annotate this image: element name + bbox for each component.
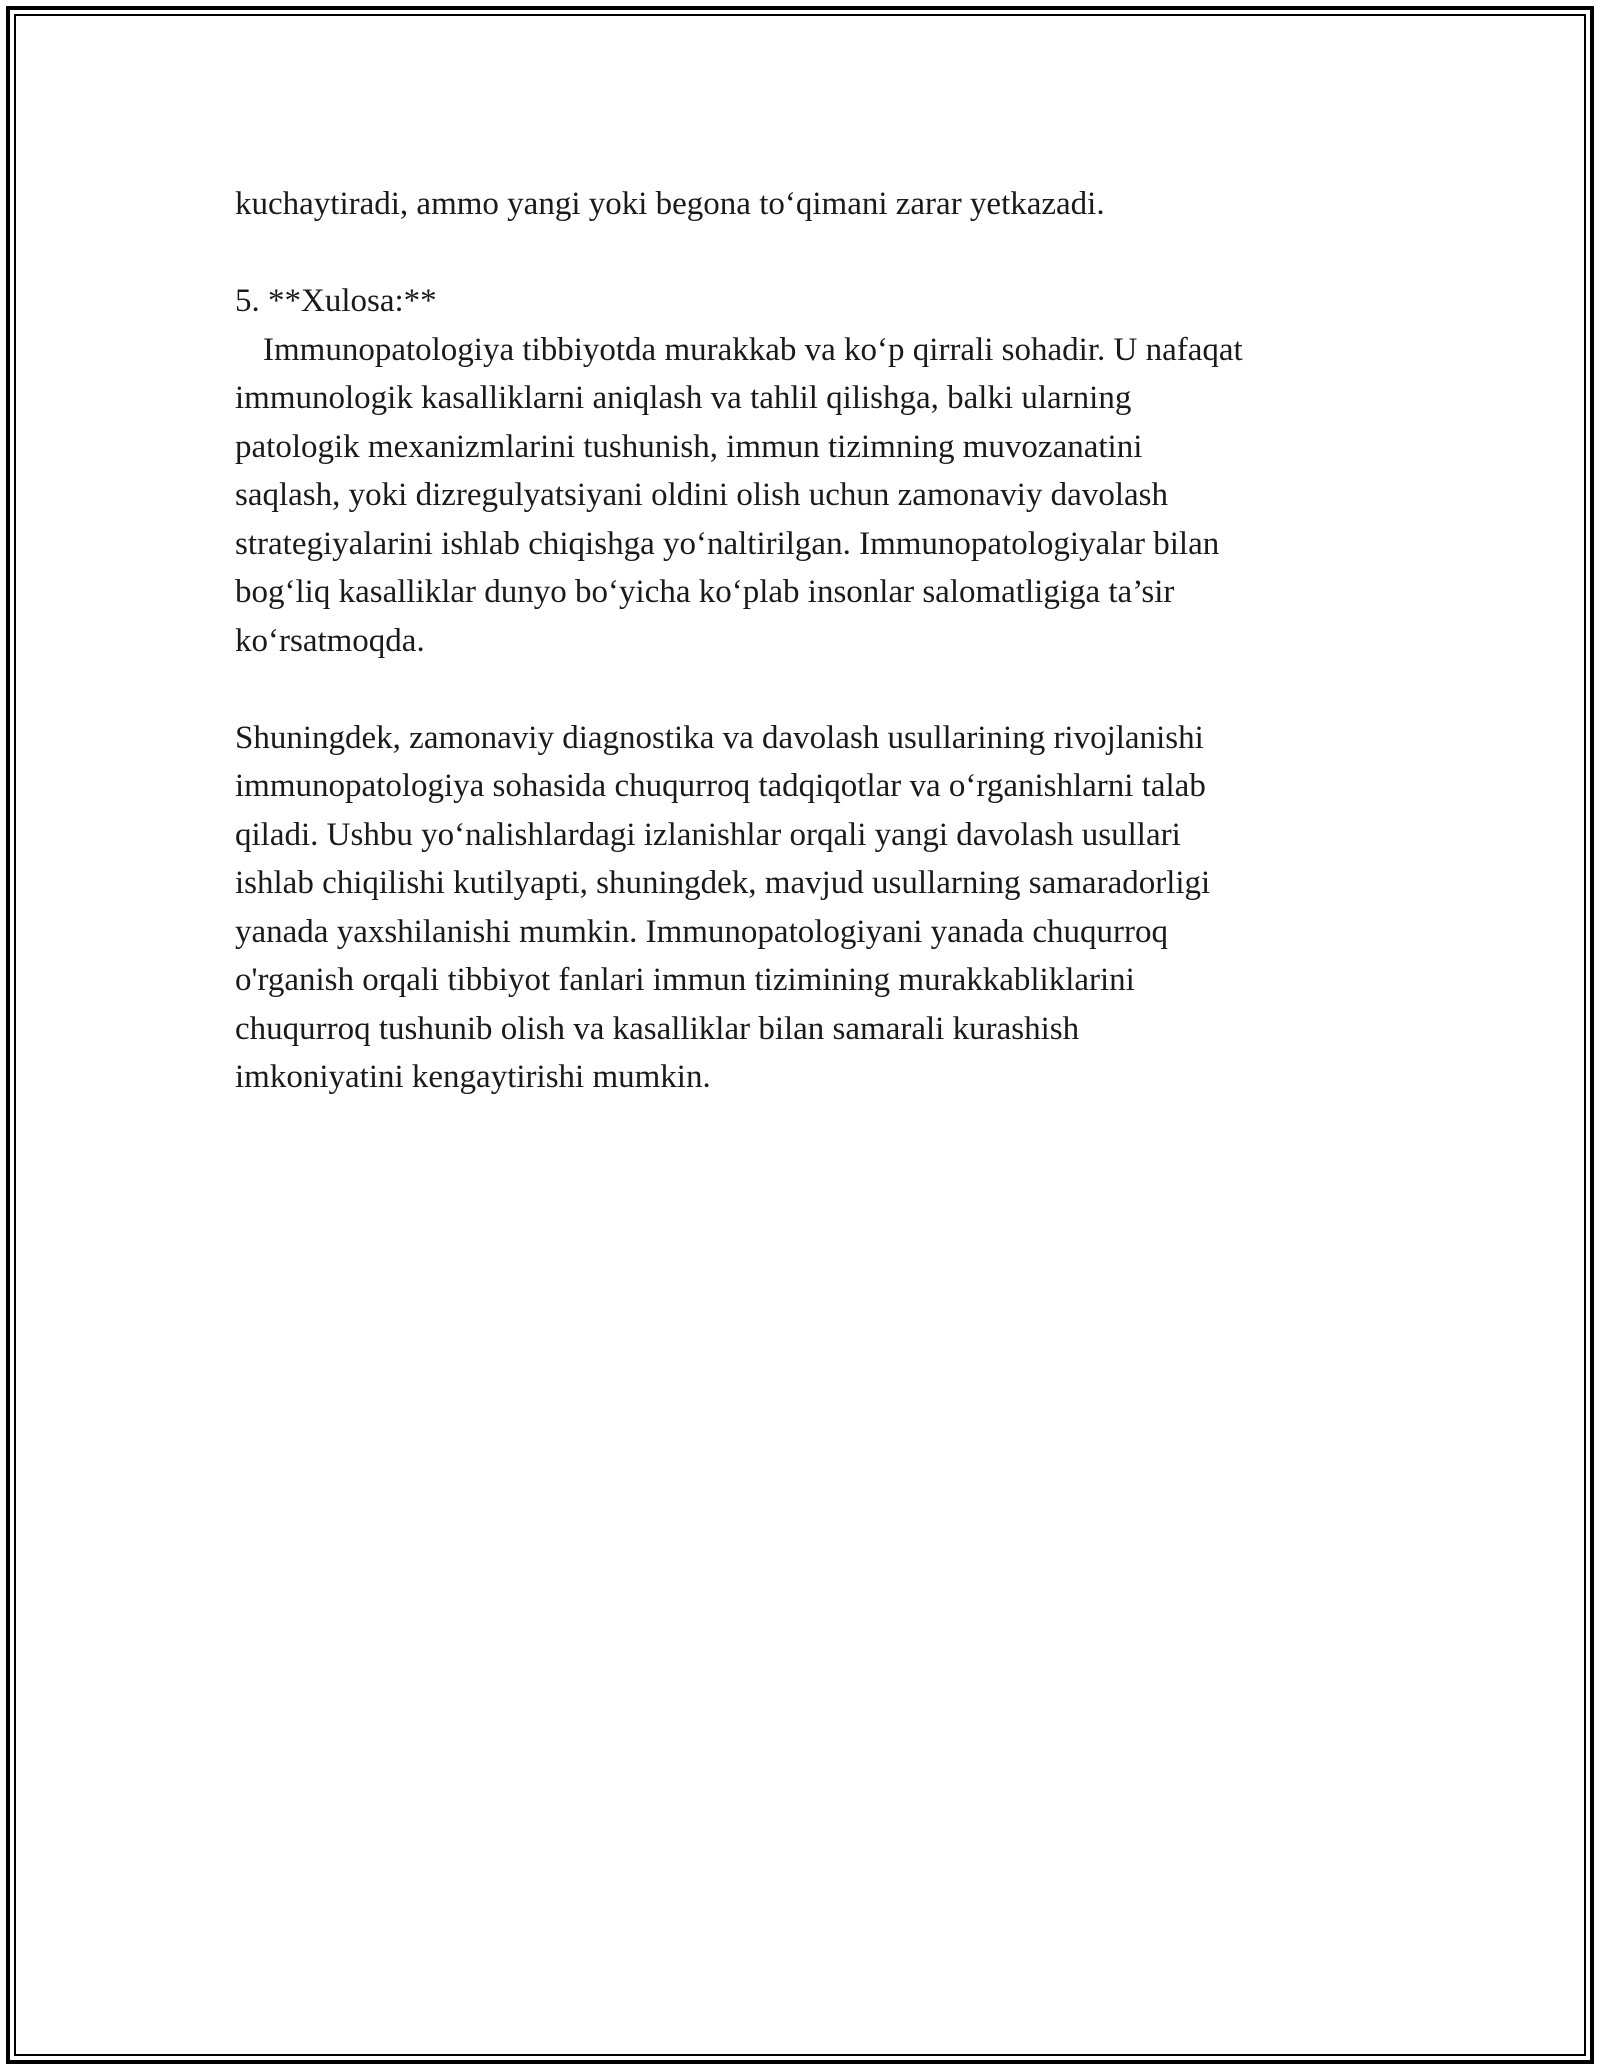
section-heading: 5. **Xulosa:**: [235, 283, 437, 319]
paragraph-continuation: kuchaytiradi, ammo yangi yoki begona to‘qimani zarar yetkazadi.: [235, 186, 1105, 222]
final-line: qiladi. Ushbu yo‘nalishlardagi izlanishlar orqali yangi davolash usullari: [235, 816, 1181, 853]
conclusion-line: patologik mexanizmlarini tushunish, immun tizimning muvozanatini: [235, 428, 1143, 465]
conclusion-line: Immunopatologiya tibbiyotda murakkab va ko‘p qirrali sohadir. U nafaqat: [263, 331, 1243, 368]
conclusion-line: strategiyalarini ishlab chiqishga yo‘naltirilgan. Immunopatologiyalar bilan: [235, 525, 1220, 562]
conclusion-line: bog‘liq kasalliklar dunyo bo‘yicha ko‘plab insonlar salomatligiga ta’sir: [235, 574, 1175, 610]
conclusion-line: ko‘rsatmoqda.: [235, 622, 425, 659]
final-line: imkoniyatini kengaytirishi mumkin.: [235, 1059, 711, 1095]
final-line: Shuningdek, zamonaviy diagnostika va davolash usullarining rivojlanishi: [235, 719, 1204, 756]
final-line: yanada yaxshilanishi mumkin. Immunopatologiyani yanada chuqurroq: [235, 913, 1168, 950]
conclusion-line: immunologik kasalliklarni aniqlash va tahlil qilishga, balki ularning: [235, 380, 1132, 416]
final-line: ishlab chiqilishi kutilyapti, shuningdek, mavjud usullarning samaradorligi: [235, 865, 1211, 901]
final-line: chuqurroq tushunib olish va kasalliklar bilan samarali kurashish: [235, 1010, 1080, 1047]
paragraph-gap: [235, 665, 1435, 714]
conclusion-paragraph: [235, 326, 1435, 666]
final-line: o'rganish orqali tibbiyot fanlari immun tizimining murakkabliklarini: [235, 962, 1135, 998]
paragraph-gap: [235, 229, 1435, 278]
final-paragraph: [235, 714, 1435, 1102]
conclusion-line: saqlash, yoki dizregulyatsiyani oldini olish uchun zamonaviy davolash: [235, 477, 1168, 513]
document-body: [235, 180, 1435, 1102]
final-line: immunopatologiya sohasida chuqurroq tadqiqotlar va o‘rganishlarni talab: [235, 768, 1206, 804]
